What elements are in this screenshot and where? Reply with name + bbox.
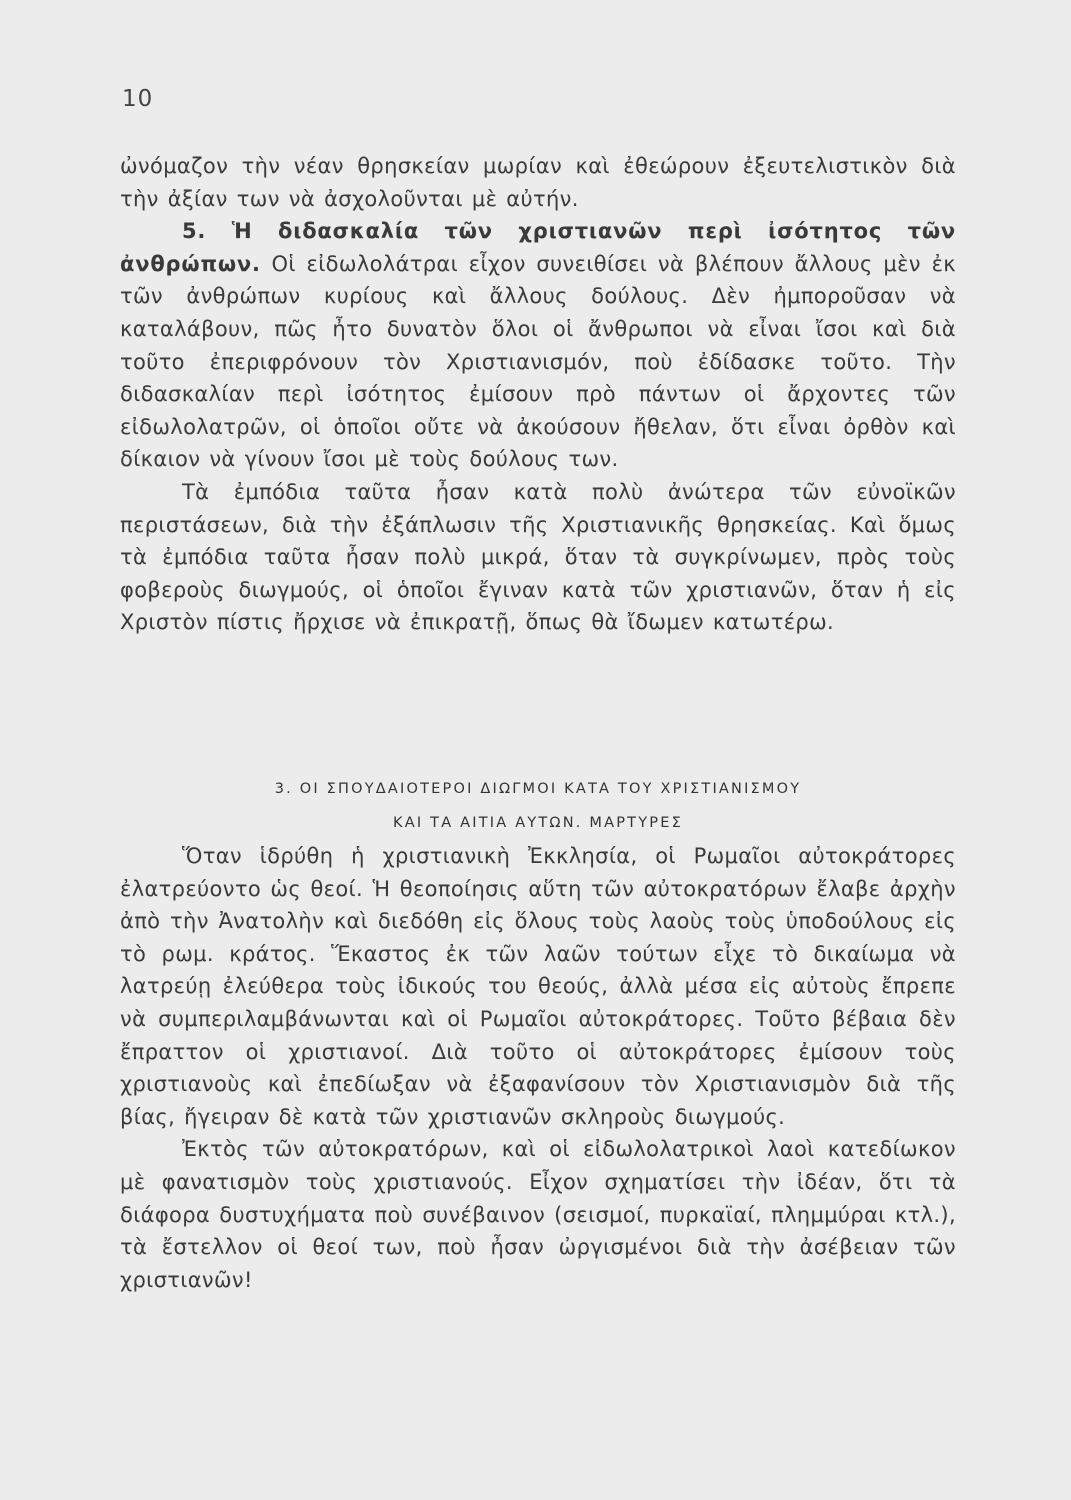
page-number: 10 <box>122 86 154 112</box>
paragraph-section-5 <box>120 215 956 476</box>
paragraph-continuation: ὠνόμαζον τὴν νέαν θρησκείαν μωρίαν καὶ ἐθεώρουν ἐξευτελιστικὸν διὰ τὴν ἀξίαν των νὰ ἀσχολοῦνται μὲ αὐτήν. <box>120 154 956 211</box>
paragraph-obstacles: Τὰ ἐμπόδια ταῦτα ἦσαν κατὰ πολὺ ἀνώτερα τῶν εὐνοϊκῶν περιστάσεων, διὰ τὴν ἐξάπλωσιν τῆς Χριστιανικῆς θρησκείας. Καὶ ὅμως τὰ ἐμπόδια ταῦτα ἦσαν πολὺ μικρά, ὅταν τὰ συγκρίνωμεν, πρὸς τοὺς φοβεροὺς διωγμούς, οἱ ὁποῖοι ἔγιναν κατὰ τῶν χριστιανῶν, ὅταν ἡ εἰς Χριστὸν πίστις ἤρχισε νὰ ἐπικρατῇ, ὅπως θὰ ἴδωμεν κατωτέρω. <box>120 479 956 635</box>
paragraph-peoples: Ἐκτὸς τῶν αὐτοκρατόρων, καὶ οἱ εἰδωλολατρικοὶ λαοὶ κατεδίωκον μὲ φανατισμὸν τοὺς χριστιανούς. Εἶχον σχηματίσει τὴν ἰδέαν, ὅτι τὰ διάφορα δυστυχήματα ποὺ συνέβαινον (σεισμοί, πυρκαϊαί, πλημμύραι κτλ.), τὰ ἔστελλον οἱ θεοί των, ποὺ ἦσαν ὠργισμένοι διὰ τὴν ἀσέβειαν τῶν χριστιανῶν! <box>120 1137 956 1292</box>
body-text-lower <box>120 840 956 1296</box>
paragraph-emperors: Ὅταν ἱδρύθη ἡ χριστιανικὴ Ἐκκλησία, οἱ Ρωμαῖοι αὐτοκράτορες ἐλατρεύοντο ὡς θεοί. Ἡ θεοποίησις αὕτη τῶν αὐτοκρατόρων ἔλαβε ἀρχὴν ἀπὸ τὴν Ἀνατολὴν καὶ διεδόθη εἰς ὅλους τοὺς λαοὺς τοὺς ὑποδούλους εἰς τὸ ρωμ. κράτος. Ἕκαστος ἐκ τῶν λαῶν τούτων εἶχε τὸ δικαίωμα νὰ λατρεύῃ ἐλεύθερα τοὺς ἰδικούς του θεούς, ἀλλὰ μέσα εἰς αὐτοὺς ἔπρεπε νὰ συμπεριλαμβάνωνται καὶ οἱ Ρωμαῖοι αὐτοκράτορες. Τοῦτο βέβαια δὲν ἔπραττον οἱ χριστιανοί. Διὰ τοῦτο οἱ αὐτοκράτορες ἐμίσουν τοὺς χριστιανοὺς καὶ ἐπεδίωξαν νὰ ἐξαφανίσουν τὸν Χριστιανισμὸν διὰ τῆς βίας, ἤγειραν δὲ κατὰ τῶν χριστιανῶν σκληροὺς διωγμούς. <box>120 844 956 1129</box>
section-5-title: 5. Ἡ διδασκαλία τῶν χριστιανῶν περὶ ἰσότητος τῶν ἀνθρώπων. <box>120 219 956 276</box>
body-text-upper <box>120 150 956 639</box>
chapter-title-line-1: 3. ΟΙ ΣΠΟΥΔΑΙΟΤΕΡΟΙ ΔΙΩΓΜΟΙ ΚΑΤΑ ΤΟΥ ΧΡΙΣΤΙΑΝΙΣΜΟΥ <box>274 781 802 797</box>
section-5-text: Οἱ εἰδωλολάτραι εἶχον συνειθίσει νὰ βλέπουν ἄλλους μὲν ἐκ τῶν ἀνθρώπων κυρίους καὶ ἄλλους δούλους. Δὲν ἠμποροῦσαν νὰ καταλάβουν, πῶς ἦτο δυνατὸν ὅλοι οἱ ἄνθρωποι νὰ εἶναι ἴσοι καὶ διὰ τοῦτο ἐπεριφρόνουν τὸν Χριστιανισμόν, ποὺ ἐδίδασκε τοῦτο. Τὴν διδασκαλίαν περὶ ἰσότητος ἐμίσουν πρὸ πάντων οἱ ἄρχοντες τῶν εἰδωλολατρῶν, οἱ ὁποῖοι οὔτε νὰ ἀκούσουν ἤθελαν, ὅτι εἶναι ὀρθὸν καὶ δίκαιον νὰ γίνουν ἴσοι μὲ τοὺς δούλους των. <box>120 251 957 472</box>
chapter-heading <box>120 772 956 840</box>
chapter-title-line-2: ΚΑΙ ΤΑ ΑΙΤΙΑ ΑΥΤΩΝ. ΜΑΡΤΥΡΕΣ <box>393 815 683 831</box>
